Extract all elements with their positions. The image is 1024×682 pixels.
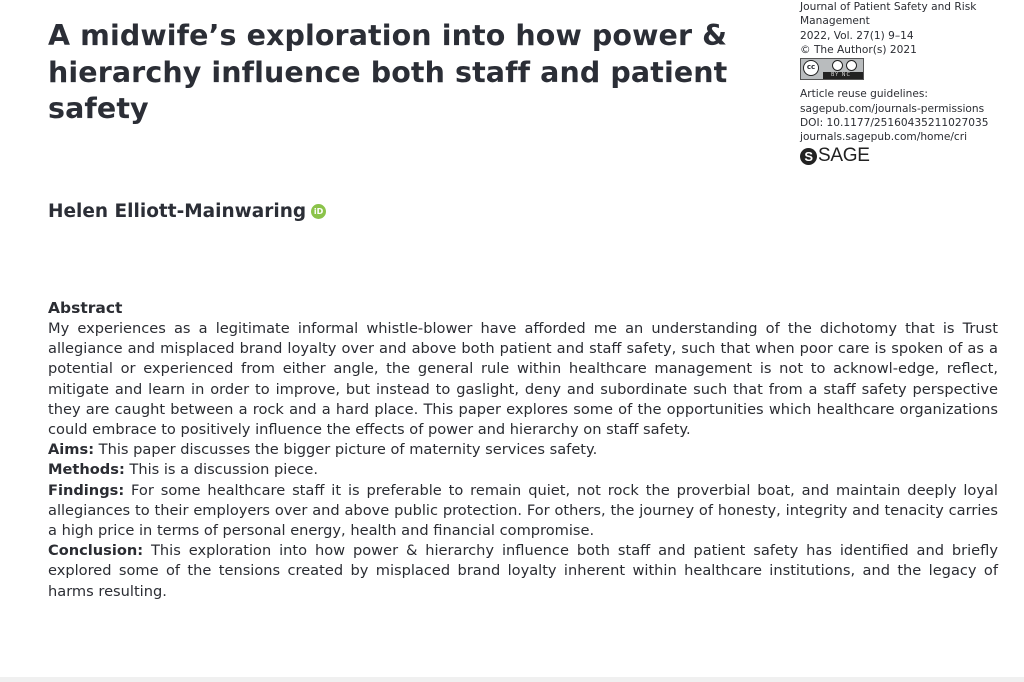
reuse-link[interactable]: sagepub.com/journals-permissions bbox=[800, 102, 985, 115]
cc-by-nc-license-icon[interactable] bbox=[800, 58, 864, 80]
aims-text: This paper discusses the bigger picture of maternity services safety. bbox=[94, 441, 598, 459]
license-strip: BY NC bbox=[823, 72, 863, 79]
conclusion-label: Conclusion: bbox=[48, 542, 144, 560]
abstract-methods bbox=[48, 460, 998, 480]
methods-label: Methods: bbox=[48, 461, 125, 479]
conclusion-text: This exploration into how power & hierarchy influence both staff and patient safety has identified and briefly explored some of the tensions created by misplaced brand loyalty inherent within healthcare institutions, and the legacy of harms resulting. bbox=[48, 542, 998, 600]
findings-text: For some healthcare staff it is preferable to remain quiet, not rock the proverbial boat, and maintain deeply loyal allegiances to their employers over and above public protection. For others, the journey of honesty, integrity and tenacity carries a high price in terms of personal energy, health and financial compromise. bbox=[48, 481, 998, 540]
findings-label: Findings: bbox=[48, 481, 125, 499]
copyright: © The Author(s) 2021 bbox=[800, 43, 917, 56]
abstract-section bbox=[48, 298, 998, 602]
abstract-conclusion bbox=[48, 541, 998, 602]
article-title: A midwife’s exploration into how power & hierarchy influence both staff and patient safety bbox=[48, 19, 728, 125]
sage-logo bbox=[800, 145, 1024, 167]
attribution-icon bbox=[832, 60, 843, 71]
noncommercial-icon bbox=[846, 60, 857, 71]
volume-info: 2022, Vol. 27(1) 9–14 bbox=[800, 29, 914, 42]
reuse-label: Article reuse guidelines: bbox=[800, 88, 928, 101]
author-line bbox=[48, 201, 326, 222]
abstract-body: My experiences as a legitimate informal whistle-blower have afforded me an understanding of the dichotomy that is Trust allegiance and misplaced brand loyalty over and above both patient and staff safety, such that when poor care is spoken of as a potential or experienced from either angle, the general rule within healthcare management is not to acknowl-edge, reflect, mitigate and learn in order to improve, but instead to gaslight, deny and subordinate such that from a staff safety perspective they are caught between a rock and a hard place. This paper explores some of the opportunities which healthcare organizations could embrace to positively influence the effects of power and hierarchy on staff safety. bbox=[48, 320, 998, 439]
abstract-heading: Abstract bbox=[48, 299, 123, 317]
author-name: Helen Elliott-Mainwaring bbox=[48, 201, 307, 222]
methods-text: This is a discussion piece. bbox=[124, 461, 318, 479]
sage-wordmark: SAGE bbox=[818, 145, 870, 167]
abstract-findings bbox=[48, 481, 998, 542]
orcid-icon[interactable]: iD bbox=[311, 204, 326, 219]
journal-link[interactable]: journals.sagepub.com/home/cri bbox=[800, 131, 968, 144]
abstract-aims bbox=[48, 440, 998, 460]
journal-name-cont: Management bbox=[800, 15, 870, 28]
journal-name: Journal of Patient Safety and Risk bbox=[800, 1, 977, 13]
cc-icon: cc bbox=[803, 60, 819, 76]
sage-s-icon: S bbox=[800, 148, 817, 165]
journal-metadata bbox=[800, 0, 1024, 165]
aims-label: Aims: bbox=[48, 441, 95, 459]
page-bottom-edge bbox=[0, 677, 1024, 682]
doi[interactable]: DOI: 10.1177/25160435211027035 bbox=[800, 117, 989, 130]
